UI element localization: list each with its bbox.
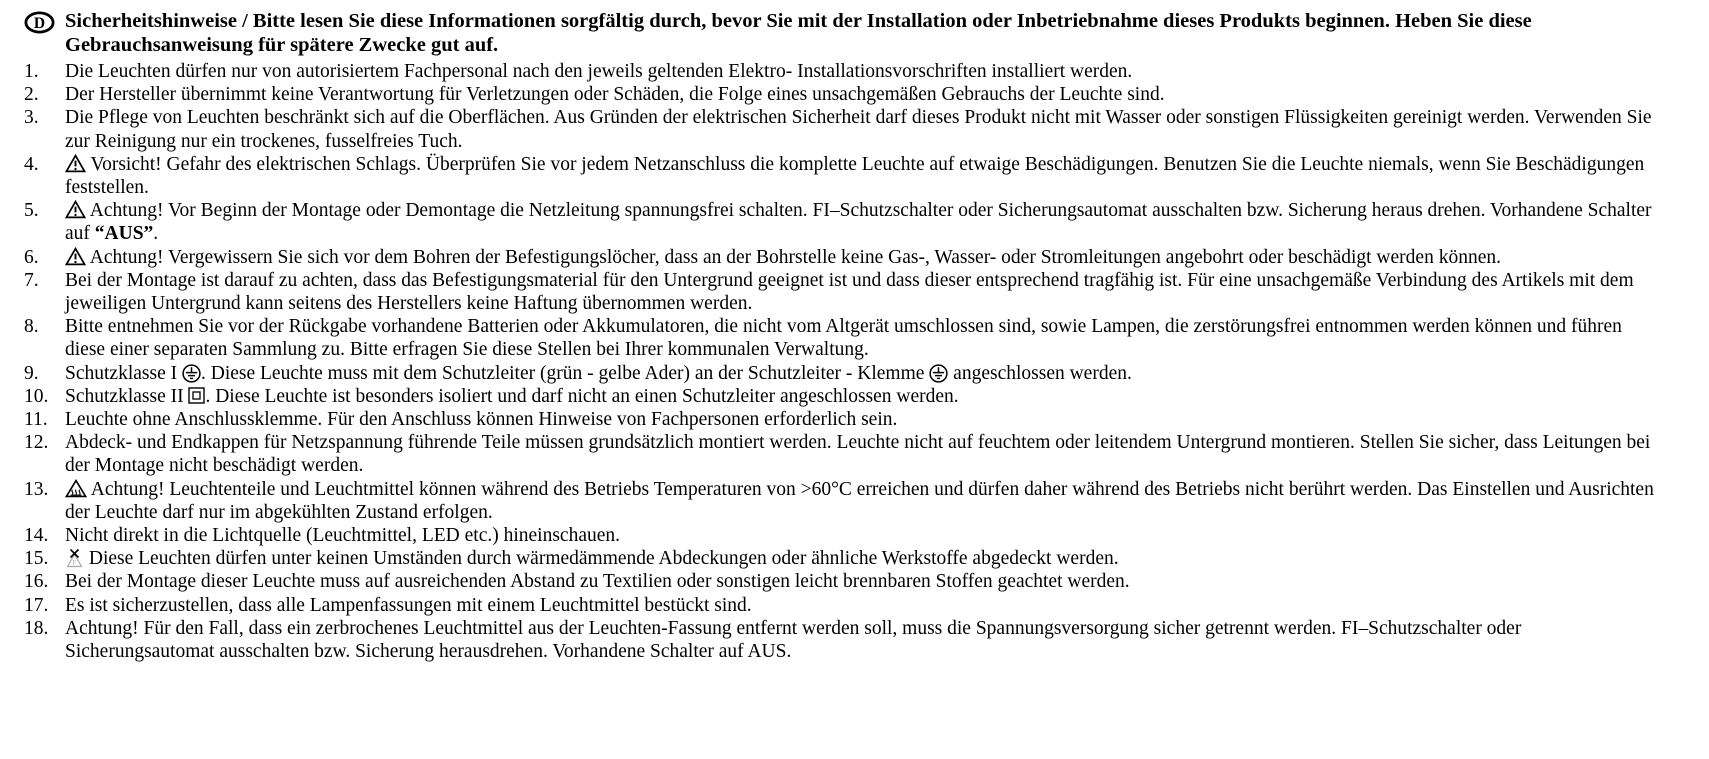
item-number: 7. (24, 269, 39, 291)
item-text (65, 617, 1663, 663)
hot-surface-warning-icon (65, 479, 87, 498)
item-text (65, 106, 1663, 152)
item-text-segment: Bitte entnehmen Sie vor der Rückgabe vorhandene Batterien oder Akkumulatoren, die nicht vom Altgerät umschlossen sind, sowie Lampen, die zerstörungsfrei entnommen werden können und führen diese einer separaten Sammlung zu. Bitte erfragen Sie diese Stellen bei Ihrer kommunalen Verwaltung. (65, 316, 1622, 361)
item-number: 1. (24, 61, 39, 82)
item-text-segment: Bei der Montage ist darauf zu achten, dass das Befestigungsmaterial für den Untergrund geeignet ist und dass dieser entsprechend tragfähig ist. Für eine unsachgemäße Verbindung des Artikels mit dem jeweiligen Untergrund kann seitens des Herstellers keine Haftung übernommen werden. (65, 269, 1634, 315)
item-text-bold: “AUS” (94, 223, 154, 245)
item-number: 17. (24, 594, 49, 616)
class-2-insulation-icon (188, 387, 205, 404)
read-manual-icon (24, 11, 56, 34)
header-text: Sicherheitshinweise / Bitte lesen Sie diese Informationen sorgfältig durch, bevor Sie mit der Installation oder Inbetriebnahme dieses Produkts beginnen. Heben Sie diese Gebrauchsanweisung für spätere Zwecke gut auf. (65, 10, 1532, 56)
item-number: 3. (24, 107, 39, 129)
item-number: 13. (24, 478, 49, 500)
list-item (24, 315, 1663, 361)
list-item (24, 153, 1663, 199)
item-text-segment: angeschlossen werden. (948, 362, 1132, 384)
item-text-segment: Diese Leuchten dürfen unter keinen Umständen durch wärmedämmende Abdeckungen oder ähnliche Werkstoffe abgedeckt werden. (84, 548, 1119, 570)
no-thermal-cover-icon (65, 548, 84, 568)
item-text-segment: Achtung! Vergewissern Sie sich vor dem Bohren der Befestigungslöcher, dass an der Bohrstelle keine Gas-, Wasser- oder Stromleitungen angebohrt oder beschädigt werden können. (86, 246, 1501, 268)
list-item (24, 547, 1663, 570)
item-text-segment: Der Hersteller übernimmt keine Verantwortung für Verletzungen oder Schäden, die Folge eines unsachgemäßen Gebrauchs der Leuchte sind. (65, 84, 1165, 106)
item-text-segment: Achtung! Vor Beginn der Montage oder Demontage die Netzleitung spannungsfrei schalten. FI–Schutzschalter oder Sicherungsautomat ausschalten bzw. Sicherung heraus drehen. Vorhandene Schalter auf (65, 200, 1652, 245)
list-item (24, 362, 1663, 385)
item-text (65, 408, 1663, 431)
list-item (24, 524, 1663, 547)
item-text-segment: Abdeck- und Endkappen für Netzspannung führende Teile müssen grundsätzlich montiert werden. Leuchte nicht auf feuchtem oder leitendem Untergrund montieren. Stellen Sie sicher, dass Leitungen bei der Montage nicht beschädigt werden. (65, 432, 1651, 477)
item-text (65, 478, 1663, 524)
warning-icon (65, 247, 86, 266)
warning-icon (65, 154, 86, 173)
item-text-segment: Achtung! Leuchtenteile und Leuchtmittel können während des Betriebs Temperaturen von >60°C erreichen und dürfen daher während des Betriebs nicht berührt werden. Das Einstellen und Ausrichten der Leuchte darf nur im abgekühlten Zustand erfolgen. (65, 478, 1654, 523)
item-number: 2. (24, 84, 39, 106)
item-number: 14. (24, 525, 49, 547)
item-number: 5. (24, 200, 39, 222)
item-text-segment: Schutzklasse II (65, 385, 189, 407)
item-text (65, 60, 1663, 83)
list-item (24, 617, 1663, 663)
item-number: 12. (24, 432, 49, 454)
item-number: 15. (24, 548, 49, 570)
item-text (65, 246, 1663, 269)
item-number: 4. (24, 153, 39, 175)
list-item (24, 269, 1663, 315)
item-text-segment: . Diese Leuchte ist besonders isoliert und darf nicht an einen Schutzleiter angeschlossen werden. (205, 385, 959, 407)
instruction-list (24, 60, 1663, 663)
item-text-segment: Nicht direkt in die Lichtquelle (Leuchtmittel, LED etc.) hineinschauen. (65, 525, 621, 547)
item-text (65, 431, 1663, 477)
svg-text:D: D (33, 15, 46, 32)
read-manual-icon-cell (24, 9, 65, 57)
item-text (65, 547, 1663, 570)
item-text-segment: . Diese Leuchte muss mit dem Schutzleiter (grün - gelbe Ader) an der Schutzleiter - Klemme (200, 362, 930, 384)
item-text-segment: Leuchte ohne Anschlussklemme. Für den Anschluss können Hinweise von Fachpersonen erforderlich sein. (65, 409, 898, 431)
item-text (65, 524, 1663, 547)
item-text (65, 269, 1663, 315)
svg-text:F: F (72, 559, 77, 568)
item-text-segment: Vorsicht! Gefahr des elektrischen Schlags. Überprüfen Sie vor jedem Netzanschluss die komplette Leuchte auf etwaige Beschädigungen. Benutzen Sie die Leuchte niemals, wenn Sie Beschädigungen feststellen. (65, 153, 1645, 199)
item-text-segment: . (153, 223, 159, 245)
item-number: 9. (24, 362, 39, 384)
item-text-segment: Die Pflege von Leuchten beschränkt sich auf die Oberflächen. Aus Gründen der elektrischen Sicherheit darf dieses Produkt nicht mit Wasser oder sonstigen Flüssigkeiten gereinigt werden. Verwenden Sie zur Reinigung nur ein trockenes, fusselfreies Tuch. (65, 107, 1652, 152)
item-text-segment: Bei der Montage dieser Leuchte muss auf ausreichenden Abstand zu Textilien oder sonstigen leicht brennbaren Stoffen geachtet werden. (65, 571, 1130, 593)
list-item (24, 106, 1663, 152)
item-number: 10. (24, 385, 49, 407)
item-text-segment: Achtung! Für den Fall, dass ein zerbrochenes Leuchtmittel aus der Leuchten-Fassung entfernt werden soll, muss die Spannungsversorgung sicher getrennt werden. FI–Schutzschalter oder Sicherungsautomat ausschalten bzw. Sicherung herausdrehen. Vorhandene Schalter auf AUS. (65, 617, 1522, 663)
item-text-segment: Es ist sicherzustellen, dass alle Lampenfassungen mit einem Leuchtmittel bestückt sind. (65, 594, 752, 616)
warning-icon (65, 200, 86, 219)
item-text (65, 362, 1663, 385)
item-text-segment: Die Leuchten dürfen nur von autorisiertem Fachpersonal nach den jeweils geltenden Elektro- Installationsvorschriften installiert werden. (65, 61, 1133, 82)
item-text (65, 153, 1663, 199)
list-item (24, 478, 1663, 524)
list-item (24, 594, 1663, 617)
item-number: 16. (24, 571, 49, 593)
item-number: 8. (24, 316, 39, 338)
item-text (65, 594, 1663, 617)
list-item (24, 431, 1663, 477)
list-item (24, 199, 1663, 245)
list-item (24, 385, 1663, 408)
item-text-segment: Schutzklasse I (65, 362, 182, 384)
item-text (65, 83, 1663, 106)
list-item (24, 83, 1663, 106)
list-item (24, 408, 1663, 431)
item-text (65, 570, 1663, 593)
item-text (65, 385, 1663, 408)
item-text (65, 315, 1663, 361)
item-number: 11. (24, 409, 48, 431)
protective-earth-icon (929, 364, 948, 383)
item-text (65, 199, 1663, 245)
item-number: 18. (24, 617, 49, 639)
list-item (24, 246, 1663, 269)
list-item (24, 60, 1663, 83)
document-header (24, 9, 1663, 57)
protective-earth-icon (182, 364, 201, 383)
item-number: 6. (24, 246, 39, 268)
list-item (24, 570, 1663, 593)
